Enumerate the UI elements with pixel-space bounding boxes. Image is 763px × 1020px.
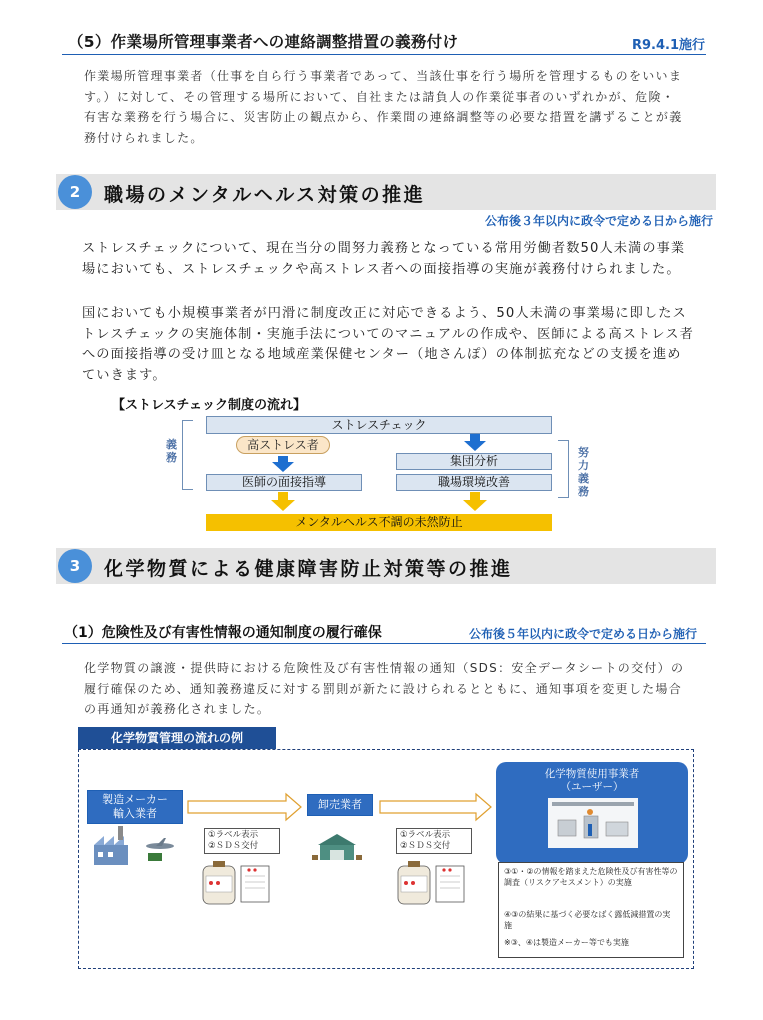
interview-box: 医師の面接指導 — [206, 474, 362, 491]
flow1-title: 【ストレスチェック制度の流れ】 — [112, 398, 306, 413]
effort-label: 努力義務 — [578, 446, 589, 498]
sec2-para2: 国においても小規模事業者が円滑に制度改正に対応できるよう、50人未満の事業場に即したストレスチェックの実施体制・実施手法についてのマニュアルの作成や、医師による高ストレス者への面接指導の受け皿となる地域産業保健センター（地さんぽ）の体制拡充などの支援を進めていきます。 — [82, 306, 694, 383]
sec2-para1: ストレスチェックについて、現在当分の間努力義務となっている常用労働者数50人未満の事業場においても、ストレスチェックや高ストレス者への面接指導の実施が義務付けられました。 — [82, 241, 686, 277]
high-stress-box: 高ストレス者 — [236, 436, 330, 454]
sec2-number: 2 — [58, 175, 92, 209]
sec3-number: 3 — [58, 549, 92, 583]
wholesale-box: 卸売業者 — [307, 794, 373, 816]
s5-heading: （5）作業場所管理事業者への連絡調整措置の義務付け — [68, 33, 459, 51]
workplace-illustration — [548, 798, 638, 848]
sec3-body: 化学物質の譲渡・提供時における危険性及び有害性情報の通知（SDS：安全データシートの交付）の履行確保のため、通知義務違反に対する罰則が新たに設けられるとともに、通知事項を変更した場合の再通知が義務化されました。 — [84, 661, 685, 716]
maker-box: 製造メーカー 輸入業者 — [87, 790, 183, 824]
bottle-sheet-icon-2 — [398, 861, 464, 904]
outline-arrow-2 — [380, 794, 491, 820]
user-title: 化学物質使用事業者 （ユーザー） — [544, 768, 640, 793]
step3-text: ③①・②の情報を踏まえた危険性及び有害性等の調査（リスクアセスメント）の実施 — [504, 867, 678, 887]
sec3-title: 化学物質による健康障害防止対策等の推進 — [104, 558, 513, 580]
outline-arrow-1 — [188, 794, 301, 820]
s5-date: R9.4.1施行 — [631, 38, 705, 53]
s5-body: 作業場所管理事業者（仕事を自ら行う事業者であって、当該仕事を行う場所を管理するものをいいます。）に対して、その管理する場所において、自社または請負人の作業従事者のいずれかが、危険・有害な業務を行う場合に、災害防止の観点から、作業間の連絡調整等の必要な措置を講ずることが義務付けられました。 — [84, 69, 683, 145]
factory-icon — [94, 826, 128, 865]
sec3-sub-heading: （1）危険性及び有害性情報の通知制度の履行確保 — [64, 625, 382, 641]
step5-text: ※③、④は製造メーカー等でも実施 — [504, 938, 629, 947]
duty-label: 義務 — [166, 438, 177, 464]
label-sds-note-1: ①ラベル表示 ②ＳＤＳ交付 — [204, 828, 280, 854]
sec2-title: 職場のメンタルヘルス対策の推進 — [104, 184, 426, 206]
label-sds-note-2: ①ラベル表示 ②ＳＤＳ交付 — [396, 828, 472, 854]
prevention-bar: メンタルヘルス不調の未然防止 — [206, 514, 552, 531]
flow2-title: 化学物質管理の流れの例 — [78, 727, 276, 749]
sec3-sub-note: 公布後５年以内に政令で定める日から施行 — [469, 627, 698, 641]
sec2-note: 公布後３年以内に政令で定める日から施行 — [484, 214, 713, 228]
stress-check-box: ストレスチェック — [206, 416, 552, 434]
bottle-sheet-icon-1 — [203, 861, 269, 904]
plane-icon — [146, 838, 174, 861]
step4-text: ④③の結果に基づく必要なばく露低減措置の実施 — [504, 910, 671, 930]
warehouse-icon — [312, 834, 362, 860]
improvement-box: 職場環境改善 — [396, 474, 552, 491]
group-analysis-box: 集団分析 — [396, 453, 552, 470]
